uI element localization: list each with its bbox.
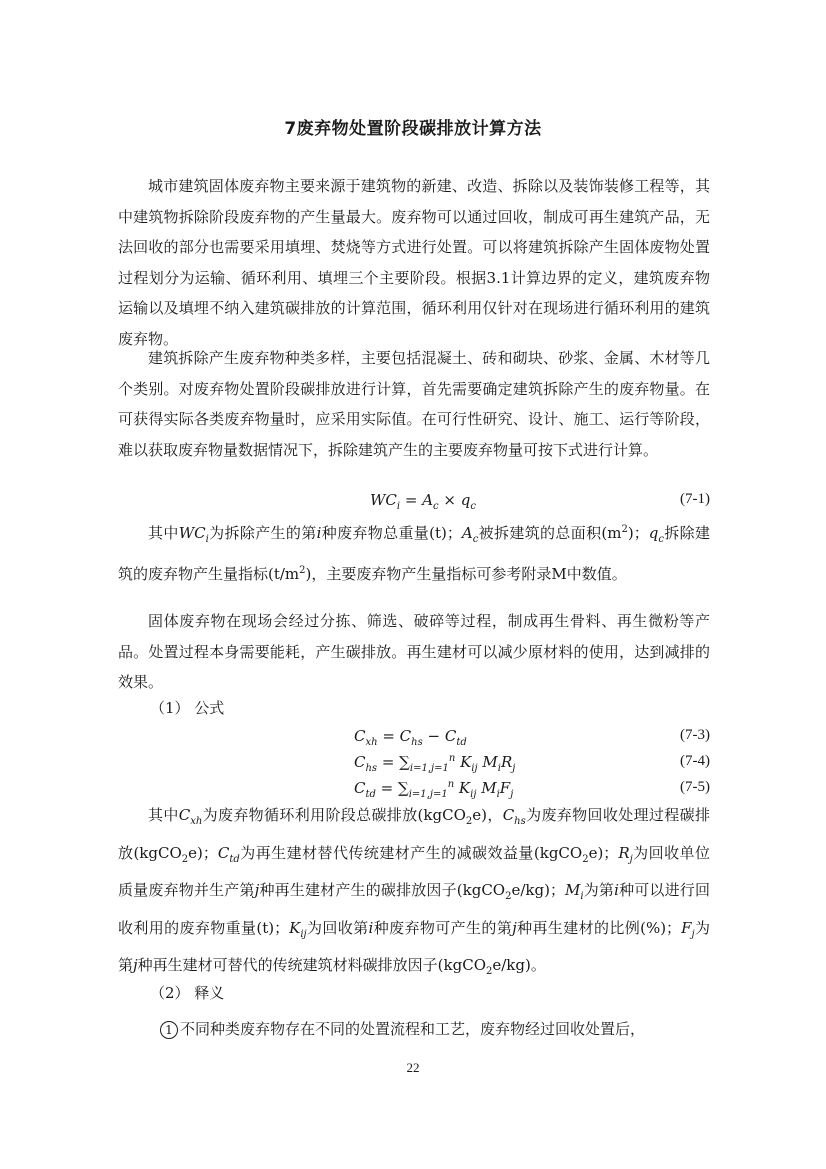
paragraph-recycling: 固体废弃物在现场会经过分拣、筛选、破碎等过程，制成再生骨料、再生微粉等产品。处置过程本身需要能耗，产生碳排放。再生建材可以减少原材料的使用，达到减排的效果。 [118,612,710,691]
section-label-formula: （1） 公式 [150,699,225,717]
equation-7-5-formula: $C_{td} = \sum_{i=1,j=1}^n$ $K_{ij}$ $M_iF_j$ [354,779,514,800]
paragraph-variables-7-3: 其中$C_{xh}$为废弃物循环利用阶段总碳排放(kgCO$_2$e)，$C_{hs}$为废弃物回收处理过程碳排放(kgCO$_2$e)；$C_{td}$为再生建材替代传统建材产生的减碳效益量(kgCO$_2$e)；$R_j$为回收单位质量废弃物并生产第j种再生建材产生的碳排放因子(kgCO$_2$e/kg)；$M_i$为第i种可以进行回收利用的废弃物重量(t)；$K_{ij}$为回收第i种废弃物可产生的第j种再生建材的比例(%)；$F_j$为第j种再生建材可替代的传统建筑材料碳排放因子(kgCO$_2$e/kg)。 [118,806,710,977]
equation-7-3-formula: $C_{xh} = C_{hs} - C_{td}$ [354,727,467,748]
equation-7-1-number: (7-1) [680,491,710,507]
equation-7-4-number: (7-4) [680,753,710,769]
page-number: 22 [406,1060,420,1075]
paragraph-variables-7-1: 其中$WC_i$为拆除产生的第i种废弃物总重量(t)；$A_c$被拆建筑的总面积$(m^2)$；$q_c$拆除建筑的废弃物产生量指标$(t/m^2)$，主要废弃物产生量指标可参考附录M中数值。 [118,524,710,583]
equation-7-4-formula: $C_{hs} = \sum_{i=1,j=1}^n$ $K_{ij}$ $M_iR_j$ [354,753,516,774]
equation-7-5-number: (7-5) [680,779,710,795]
circled-number-1: 1 [160,1021,178,1039]
equation-7-4 [118,753,710,777]
equation-7-1-formula: $WC_i = A_c \times q_c$ [370,491,476,512]
equation-7-1 [118,491,710,515]
section-label-explain: （2） 释义 [150,984,225,1002]
paragraph-waste-types: 建筑拆除产生废弃物种类多样，主要包括混凝土、砖和砌块、砂浆、金属、木材等几个类别。对废弃物处置阶段碳排放进行计算，首先需要确定建筑拆除产生的废弃物量。在可获得实际各类废弃物量时，应采用实际值。在可行性研究、设计、施工、运行等阶段，难以获取废弃物量数据情况下，拆除建筑产生的主要废弃物量可按下式进行计算。 [118,349,710,459]
paragraph-intro: 城市建筑固体废弃物主要来源于建筑物的新建、改造、拆除以及装饰装修工程等，其中建筑物拆除阶段废弃物的产生量最大。废弃物可以通过回收，制成可再生建筑产品，无法回收的部分也需要采用填埋、焚烧等方式进行处置。可以将建筑拆除产生固体废物处置过程划分为运输、循环利用、填埋三个主要阶段。根据3.1计算边界的定义，建筑废弃物运输以及填埋不纳入建筑碳排放的计算范围，循环利用仅针对在现场进行循环利用的建筑废弃物。 [118,177,710,348]
equation-7-3-number: (7-3) [680,727,710,743]
note-1 [118,1014,710,1045]
equation-7-3 [118,727,710,751]
note-1-text: 不同种类废弃物存在不同的处置流程和工艺，废弃物经过回收处置后， [180,1020,646,1038]
page-title: 7废弃物处置阶段碳排放计算方法 [284,119,542,139]
